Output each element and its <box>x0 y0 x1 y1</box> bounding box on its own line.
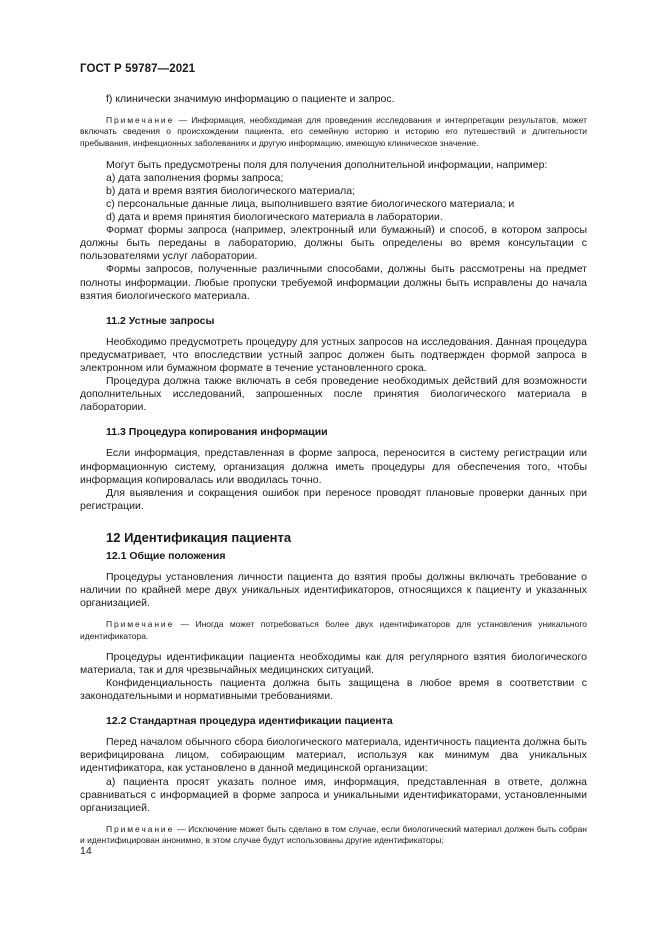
paragraph: Если информация, представленная в форме запроса, переносится в систему регистрации или информационную систему, организация должна иметь процедуры для обеспечения того, чтобы информация копировалась или вводилась точно. <box>80 447 587 486</box>
list-item: a) дата заполнения формы запроса; <box>106 171 284 184</box>
paragraph: Конфиденциальность пациента должна быть защищена в любое время в соответствии с законодательными и нормативными требованиями. <box>80 677 587 703</box>
document-body <box>80 93 587 846</box>
paragraph: Процедуры идентификации пациента необходимы как для регулярного взятия биологического материала, так и для чрезвычайных медицинских ситуаций. <box>80 650 587 676</box>
section-heading: 12.2 Стандартная процедура идентификации пациента <box>106 715 393 728</box>
note-text: — Исключение может быть сделано в том случае, если биологический материал должен быть собран и идентифицирован анонимно, в этом случае будут использованы другие идентификаторы; <box>80 823 587 846</box>
paragraph: Формат формы запроса (например, электронный или бумажный) и способ, в котором запросы должны быть переданы в лабораторию, должны быть определены во время консультации с пользователями услуг лаборатории. <box>80 224 587 263</box>
section-heading: 11.2 Устные запросы <box>106 314 215 327</box>
section-heading: 12.1 Общие положения <box>106 550 226 563</box>
paragraph: Для выявления и сокращения ошибок при переносе проводят плановые проверки данных при регистрации. <box>80 486 587 512</box>
list-item: a) пациента просят указать полное имя, информация, представленная в ответе, должна сравниваться с информацией в форме запроса и уникальными идентификаторами, установленными организацией. <box>80 775 587 814</box>
note-label: Примечание <box>106 619 175 630</box>
paragraph: Процедура должна также включать в себя проведение необходимых действий для возможности дополнительных исследований, запрошенных после принятия биологического материала в лаборатории. <box>80 375 587 414</box>
paragraph: Процедуры установления личности пациента до взятия пробы должны включать требование о наличии по крайней мере двух уникальных идентификаторов, относящихся к пациенту и указанных организацией. <box>80 571 587 610</box>
note-text: — Информация, необходимая для проведения исследования и интерпретации результатов, может включать сведения о происхождении пациента, его семейную историю и историю его путешествий и длительности пребывания, инфекционных заболеваниях и другую информацию, имеющую клиническое значение. <box>80 115 587 148</box>
list-item: b) дата и время взятия биологического материала; <box>106 184 356 197</box>
note <box>80 824 587 846</box>
list-item: d) дата и время принятия биологического материала в лаборатории. <box>106 211 443 224</box>
note <box>80 115 587 149</box>
paragraph: Формы запросов, полученные различными способами, должны быть рассмотрены на предмет полноты информации. Любые пропуски требуемой информации должны быть исправлены до начала взятия биологического материала. <box>80 263 587 302</box>
note <box>80 619 587 641</box>
list-item: c) персональные данные лица, выполнившего взятие биологического материала; и <box>106 197 515 210</box>
note-text: — Иногда может потребоваться более двух идентификаторов для установления уникального идентификатора. <box>80 619 587 641</box>
chapter-heading: 12 Идентификация пациента <box>106 529 292 545</box>
note-label: Примечание <box>106 115 175 126</box>
paragraph: Могут быть предусмотрены поля для получения дополнительной информации, например: <box>106 158 548 171</box>
paragraph: Необходимо предусмотреть процедуру для устных запросов на исследования. Данная процедура предусматривает, что впоследствии устный запрос должен быть подтвержден формой запроса в электронном или бумажном формате в течение установленного срока. <box>80 335 587 375</box>
paragraph: Перед началом обычного сбора биологического материала, идентичность пациента должна быть верифицирована лицом, собирающим материал, используя как минимум два уникальных идентификатора, как установлено в данной медицинской организации: <box>80 736 587 775</box>
page-header: ГОСТ Р 59787—2021 <box>80 63 196 75</box>
page-number: 14 <box>80 845 92 857</box>
list-item: f) клинически значимую информацию о пациенте и запрос. <box>106 93 395 105</box>
note-label: Примечание <box>106 823 175 834</box>
section-heading: 11.3 Процедура копирования информации <box>106 426 328 439</box>
